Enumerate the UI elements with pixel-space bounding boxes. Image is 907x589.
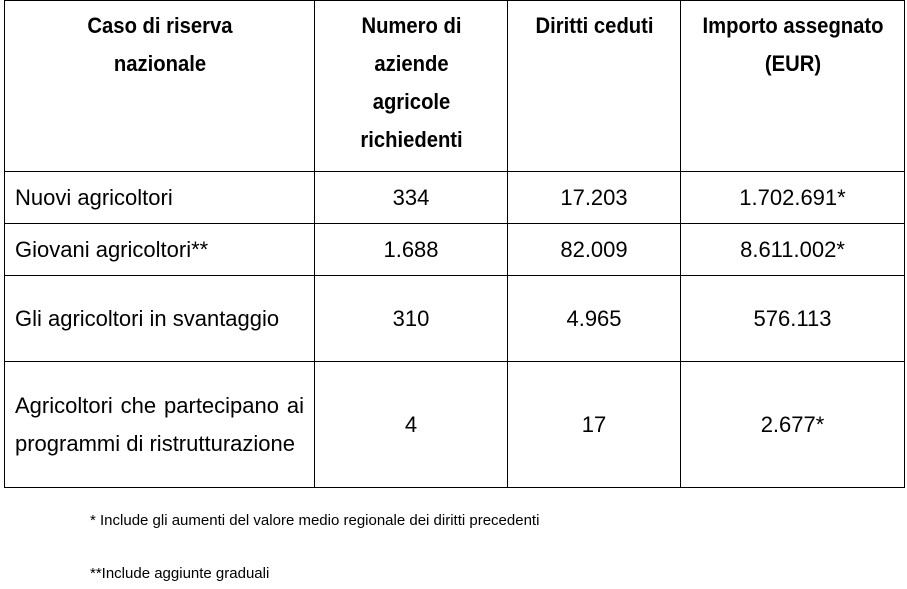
header-label: Diritti ceduti — [534, 13, 654, 38]
header-cell-case — [17, 1, 302, 172]
footnote-double-asterisk: **Include aggiunte graduali — [90, 565, 270, 582]
table-row — [5, 276, 905, 362]
cell-text: Nuovi agricoltori — [15, 184, 173, 210]
table-cell — [681, 172, 905, 224]
table-cell — [508, 362, 681, 488]
cell-text: 17 — [581, 411, 607, 437]
header-label: Importo assegnato (EUR) — [701, 13, 884, 76]
header-cell-farms — [322, 1, 500, 172]
table-cell — [681, 362, 905, 488]
cell-text: Agricoltori che partecipano ai programmi di ristrutturazione — [15, 392, 304, 456]
header-cell-rights — [514, 1, 673, 172]
cell-text: 2.677* — [760, 411, 825, 437]
cell-text: 4.965 — [566, 305, 622, 331]
header-row — [5, 1, 905, 172]
table-cell — [5, 224, 315, 276]
cell-text: 1.688 — [383, 236, 439, 262]
header-label: Caso di riserva nazionale — [86, 13, 233, 76]
table-cell — [5, 276, 315, 362]
table-cell — [315, 172, 508, 224]
header-cell-amount — [689, 1, 895, 172]
cell-text: Giovani agricoltori** — [15, 236, 209, 262]
cell-text: 82.009 — [560, 236, 628, 262]
cell-text: 17.203 — [560, 184, 628, 210]
table-cell — [508, 224, 681, 276]
table-cell — [681, 276, 905, 362]
table-cell — [315, 362, 508, 488]
table-row — [5, 172, 905, 224]
reserve-table — [4, 0, 905, 488]
cell-text: Gli agricoltori in svantaggio — [15, 305, 280, 331]
table-cell — [681, 224, 905, 276]
table-cell — [508, 172, 681, 224]
table-row — [5, 224, 905, 276]
table-cell — [508, 276, 681, 362]
table-cell — [5, 172, 315, 224]
table-cell — [315, 224, 508, 276]
cell-text: 4 — [404, 411, 418, 437]
table-cell — [315, 276, 508, 362]
header-label: Numero di aziende agricole richiedenti — [359, 13, 463, 152]
cell-text: 334 — [392, 184, 430, 210]
cell-text: 310 — [392, 305, 430, 331]
table-cell — [5, 362, 315, 488]
reserve-table-container — [4, 0, 904, 488]
footnote-asterisk: * Include gli aumenti del valore medio regionale dei diritti precedenti — [90, 512, 540, 529]
cell-text: 8.611.002* — [740, 236, 845, 262]
cell-text: 1.702.691* — [739, 184, 846, 210]
cell-text: 576.113 — [753, 305, 832, 331]
table-row — [5, 362, 905, 488]
